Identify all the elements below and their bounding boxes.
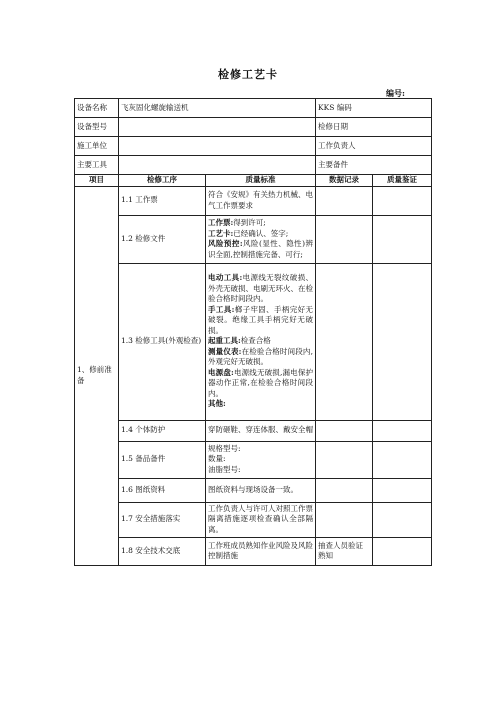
table-row bbox=[75, 420, 432, 441]
data-record-cell bbox=[316, 478, 373, 502]
standard-line-bold: 手工具: bbox=[208, 304, 235, 314]
standard-line-bold: 电动工具: bbox=[208, 273, 243, 283]
standard-cell bbox=[206, 420, 316, 441]
standard-line bbox=[208, 336, 313, 347]
device-name-value: 飞灰固化螺旋输送机 bbox=[119, 99, 316, 118]
table-row bbox=[75, 215, 432, 263]
device-model-value bbox=[119, 118, 316, 137]
standard-line-bold: 测量仪表: bbox=[208, 346, 242, 356]
standard-line bbox=[208, 541, 313, 562]
kks-label: KKS 编码 bbox=[316, 99, 432, 118]
standard-line-text: 符合《安规》有关热力机械、电气工作票要求 bbox=[208, 190, 313, 210]
standard-line-text: 检查合格 bbox=[240, 336, 271, 346]
column-header: 检修工序 bbox=[119, 175, 206, 187]
standard-cell bbox=[206, 186, 316, 215]
standard-line-bold: 其他: bbox=[208, 399, 226, 409]
column-header: 数据记录 bbox=[316, 175, 373, 187]
header-row-device bbox=[75, 99, 432, 118]
standard-line-text: 榔子牢固、手柄完好无破裂。绝缘工具手柄完好无破损。 bbox=[208, 304, 313, 335]
quality-cert-cell bbox=[373, 441, 432, 478]
data-record-cell bbox=[316, 215, 373, 263]
data-record-cell: 抽查人员验证熟知 bbox=[316, 537, 373, 565]
standard-line-text: 电源线无破损,漏电保护器动作正常,在检验合格时间段内。 bbox=[208, 367, 313, 398]
standard-cell bbox=[206, 441, 316, 478]
standard-line-text: 规格型号: bbox=[208, 443, 241, 453]
step-cell: 1.4 个体防护 bbox=[119, 420, 206, 441]
standard-cell bbox=[206, 502, 316, 537]
table-row bbox=[75, 537, 432, 565]
standard-cell bbox=[206, 478, 316, 502]
quality-cert-cell bbox=[373, 215, 432, 263]
step-cell: 1.6 图纸资料 bbox=[119, 478, 206, 502]
standard-line-text: 得到许可; bbox=[233, 218, 266, 227]
standard-line-bold: 工作票: bbox=[208, 218, 234, 227]
standard-line bbox=[208, 444, 313, 455]
standard-line bbox=[208, 305, 313, 337]
tools-label: 主要工具 bbox=[75, 156, 119, 175]
standard-line bbox=[208, 190, 313, 211]
standard-line bbox=[208, 368, 313, 400]
quality-cert-cell bbox=[373, 186, 432, 215]
process-card-table bbox=[74, 98, 432, 566]
column-header: 质量标准 bbox=[206, 175, 316, 187]
step-cell: 1.1 工作票 bbox=[119, 186, 206, 215]
standard-line-text: 在检验合格时间段内,外观完好无破损。 bbox=[208, 346, 313, 367]
standard-line bbox=[208, 273, 313, 305]
standard-cell bbox=[206, 263, 316, 420]
standard-cell bbox=[206, 215, 316, 263]
category-cell: 1、修前准备 bbox=[75, 186, 119, 565]
standard-line-bold: 工艺卡: bbox=[208, 228, 234, 238]
standard-line-text: 风险(显性、隐性)辨识全面,控制措施完备、可行; bbox=[208, 239, 313, 259]
code-label: 编号: bbox=[386, 88, 405, 98]
step-cell: 1.7 安全措施落实 bbox=[119, 502, 206, 537]
device-name-label: 设备名称 bbox=[75, 99, 119, 118]
quality-cert-cell bbox=[373, 502, 432, 537]
table-row bbox=[75, 186, 432, 215]
standard-line-text: 电源线无裂纹破损、外壳无破损、电刷无环火、在检验合格时间段内。 bbox=[208, 273, 314, 304]
standard-line-text: 工作班成员熟知作业风险及风险控制措施 bbox=[208, 540, 313, 560]
header-row-model bbox=[75, 118, 432, 137]
header-row-tools bbox=[75, 156, 432, 175]
date-label: 检修日期 bbox=[316, 118, 432, 137]
table-row bbox=[75, 478, 432, 502]
standard-line bbox=[208, 239, 313, 260]
step-cell: 1.3 检修工具(外观检查) bbox=[119, 263, 206, 420]
standard-line-text: 图纸资料与现场设备一致。 bbox=[208, 484, 298, 494]
standard-line-text: 油脂型号: bbox=[208, 464, 241, 474]
table-row bbox=[75, 502, 432, 537]
standard-line-text: 工作负责人与许可人对照工作票隔离措施逐项检查确认全部隔离。 bbox=[208, 503, 313, 534]
quality-cert-cell bbox=[373, 478, 432, 502]
unit-label: 施工单位 bbox=[75, 137, 119, 156]
standard-line-text: 数量: bbox=[208, 454, 226, 464]
data-record-cell bbox=[316, 263, 373, 420]
column-header-row bbox=[75, 175, 432, 187]
column-header: 质量鉴证 bbox=[373, 175, 432, 187]
data-record-cell bbox=[316, 186, 373, 215]
step-cell: 1.5 备品备件 bbox=[119, 441, 206, 478]
standard-line bbox=[208, 504, 313, 536]
unit-value bbox=[119, 137, 316, 156]
data-record-cell bbox=[316, 502, 373, 537]
page-title: 检修工艺卡 bbox=[218, 68, 278, 81]
standard-line-text: 已经确认、签字; bbox=[233, 228, 289, 238]
parts-label: 主要备件 bbox=[316, 156, 432, 175]
person-label: 工作负责人 bbox=[316, 137, 432, 156]
standard-cell bbox=[206, 537, 316, 565]
standard-line bbox=[208, 218, 313, 229]
data-record-cell bbox=[316, 420, 373, 441]
table-row bbox=[75, 263, 432, 420]
standard-line bbox=[208, 465, 313, 476]
standard-line bbox=[208, 347, 313, 368]
standard-line bbox=[208, 485, 313, 496]
tools-value bbox=[119, 156, 316, 175]
header-row-unit bbox=[75, 137, 432, 156]
quality-cert-cell bbox=[373, 537, 432, 565]
standard-line-bold: 电源盘: bbox=[208, 367, 234, 377]
standard-line-text: 穿防砸鞋、穿连体服、戴安全帽 bbox=[208, 425, 313, 435]
data-record-cell bbox=[316, 441, 373, 478]
device-model-label: 设备型号 bbox=[75, 118, 119, 137]
standard-line-bold: 起重工具: bbox=[208, 336, 241, 346]
standard-line bbox=[208, 229, 313, 240]
standard-line bbox=[208, 399, 313, 410]
standard-line-bold: 风险预控: bbox=[208, 239, 243, 248]
standard-line bbox=[208, 425, 313, 436]
quality-cert-cell bbox=[373, 263, 432, 420]
standard-line bbox=[208, 454, 313, 465]
step-cell: 1.2 检修文件 bbox=[119, 215, 206, 263]
step-cell: 1.8 安全技术交底 bbox=[119, 537, 206, 565]
quality-cert-cell bbox=[373, 420, 432, 441]
table-row bbox=[75, 441, 432, 478]
column-header: 项目 bbox=[75, 175, 119, 187]
